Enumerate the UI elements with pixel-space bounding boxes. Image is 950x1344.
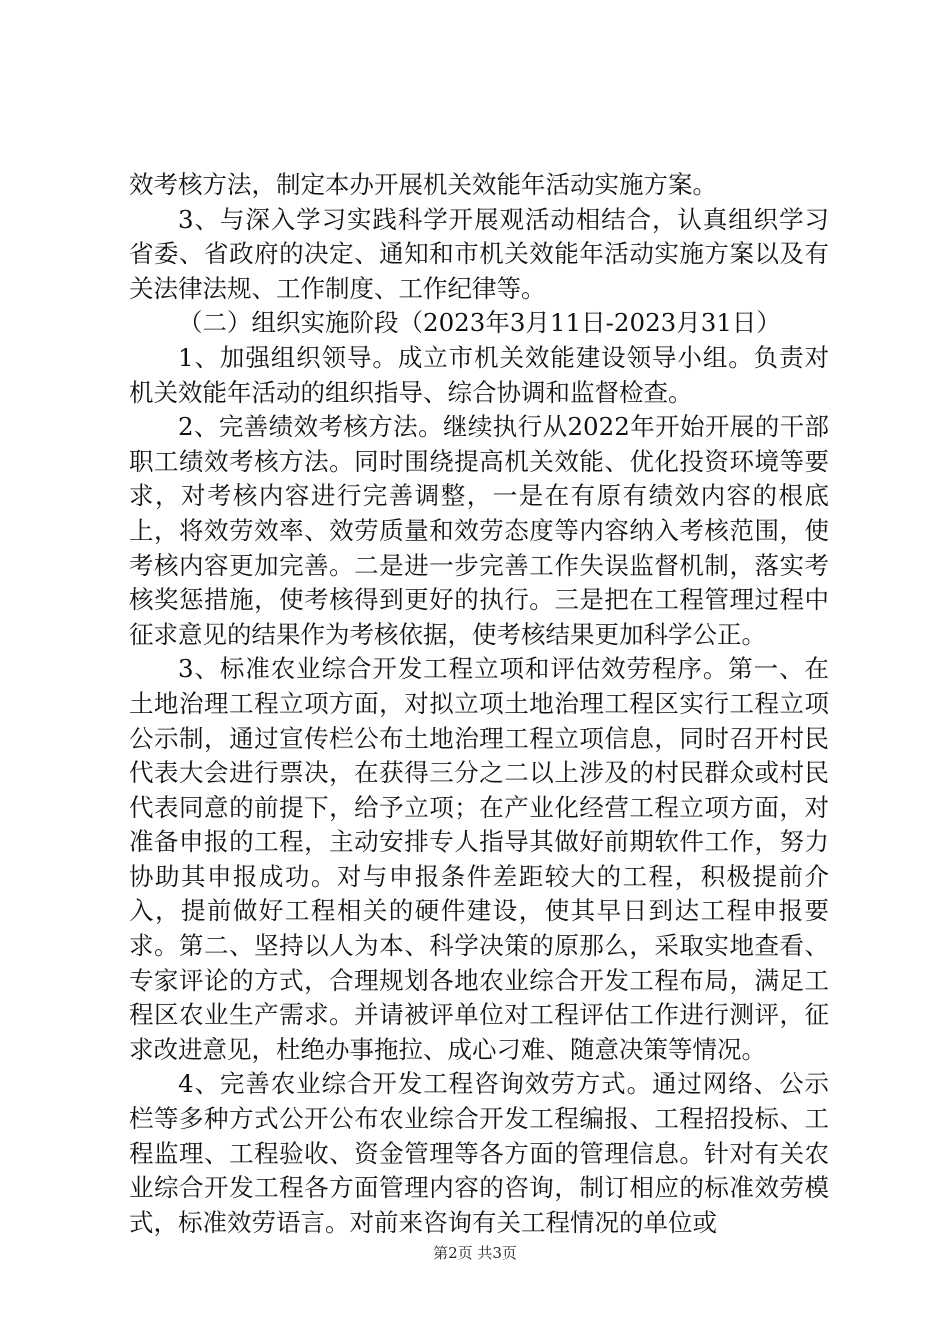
section-heading-implementation-stage: （二）组织实施阶段（2023年3月11日-2023月31日） — [178, 308, 781, 338]
paragraph-item-3-standards: 3、标准农业综合开发工程立项和评估效劳程序。第一、在土地治理工程立项方面，对拟立项土地治理工程区实行工程立项公示制，通过宣传栏公布土地治理工程立项信息，同时召开村民代表大会进行票决，在获得三分之二以上涉及的村民群众或村民代表同意的前提下，给予立项；在产业化经营工程立项方面，对准备申报的工程，主动安排专人指导其做好前期软件工作，努力协助其申报成功。对与申报条件差距较大的工程，积极提前介入，提前做好工程相关的硬件建设，使其早日到达工程申报要求。第二、坚持以人为本、科学决策的原那么，采取实地查看、专家评论的方式，合理规划各地农业综合开发工程布局，满足工程区农业生产需求。并请被评单位对工程评估工作进行测评，征求改进意见，杜绝办事拖拉、成心刁难、随意决策等情况。 — [129, 654, 829, 1064]
paragraph-item-2-performance: 2、完善绩效考核方法。继续执行从2022年开始开展的干部职工绩效考核方法。同时围绕提高机关效能、优化投资环境等要求，对考核内容进行完善调整，一是在有原有绩效内容的根底上，将效劳效率、效劳质量和效劳态度等内容纳入考核范围，使考核内容更加完善。二是进一步完善工作失误监督机制，落实考核奖惩措施，使考核得到更好的执行。三是把在工程管理过程中征求意见的结果作为考核依据，使考核结果更加科学公正。 — [129, 412, 829, 649]
paragraph-continuation: 效考核方法，制定本办开展机关效能年活动实施方案。 — [129, 170, 717, 199]
paragraph-item-4-consulting: 4、完善农业综合开发工程咨询效劳方式。通过网络、公示栏等多种方式公开公布农业综合开发工程编报、工程招投标、工程监理、工程验收、资金管理等各方面的管理信息。针对有关农业综合开发工程各方面管理内容的咨询，制订相应的标准效劳模式，标准效劳语言。对前来咨询有关工程情况的单位或 — [129, 1069, 829, 1237]
page-footer — [0, 1243, 950, 1263]
page-number: 第2页 共3页 — [433, 1244, 517, 1262]
document-body — [129, 168, 829, 1240]
paragraph-item-1-leadership: 1、加强组织领导。成立市机关效能建设领导小组。负责对机关效能年活动的组织指导、综合协调和监督检查。 — [129, 342, 829, 407]
paragraph-item-3-study: 3、与深入学习实践科学开展观活动相结合，认真组织学习省委、省政府的决定、通知和市机关效能年活动实施方案以及有关法律法规、工作制度、工作纪律等。 — [129, 204, 829, 303]
